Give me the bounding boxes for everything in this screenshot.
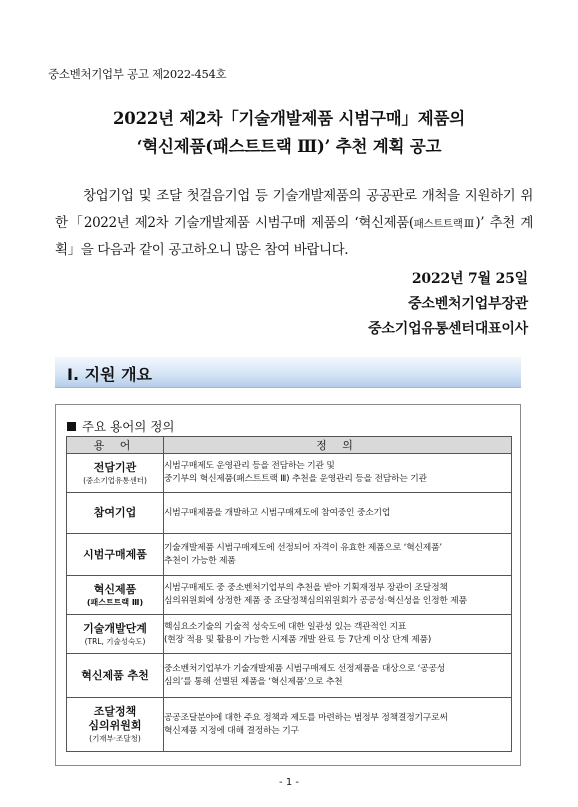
definition-cell	[164, 698, 512, 752]
announcement-body	[55, 183, 533, 264]
definition-cell	[164, 534, 512, 576]
term-name-line2: 심의위원회	[88, 719, 142, 732]
definition-line: 혁신제품 지정에 대해 결정하는 기구	[164, 725, 299, 736]
signatory-minister: 중소벤처기업부장관	[408, 296, 528, 312]
definition-line: (현장 적용 및 활용이 가능한 시제품 개발 완료 등 7단계 이상 단계 제품)	[164, 635, 432, 645]
page-number: - 1 -	[279, 777, 299, 788]
table-row	[67, 534, 512, 576]
term-cell	[67, 615, 164, 654]
section-header-bar	[55, 357, 521, 388]
definition-line: 기술개발제품 시범구매제도에 선정되어 자격이 유효한 제품으로 ‘혁신제품’	[164, 542, 443, 553]
term-subtitle: (패스트트랙 Ⅲ)	[86, 597, 144, 607]
term-subtitle: (중소기업유통센터)	[83, 475, 147, 485]
section-title: Ⅰ. 지원 개요	[67, 365, 152, 384]
definition-cell	[164, 615, 512, 654]
signatory-ceo: 중소기업유통센터대표이사	[368, 321, 528, 337]
definition-line: 핵심요소기술의 기술적 성숙도에 대한 일관성 있는 객관적인 지표	[164, 622, 407, 632]
table-row	[67, 654, 512, 698]
definitions-table	[66, 436, 512, 752]
notice-number: 중소벤처기업부 공고 제2022-454호	[48, 67, 227, 81]
term-cell	[67, 576, 164, 615]
table-row	[67, 576, 512, 615]
definition-line: 중소벤처기업부가 기술개발제품 시범구매제도 선정제품을 대상으로 ‘공공성	[164, 663, 446, 674]
definitions-box	[55, 404, 521, 766]
body-text-2: )’ 추천 계획」을 다음과 같이 공고하오니 많은 참여 바랍니다.	[55, 214, 533, 258]
definition-cell	[164, 576, 512, 615]
table-header-row	[67, 437, 512, 454]
term-name: 참여기업	[93, 506, 137, 519]
term-cell	[67, 493, 164, 534]
column-header-term: 용 어	[67, 437, 164, 454]
term-name: 시범구매제품	[83, 547, 147, 561]
title-line-2: ‘혁신제품(패스트트랙 Ⅲ)’ 추천 계획 공고	[136, 137, 442, 156]
announcement-date: 2022년 7월 25일	[411, 271, 528, 287]
term-name: 기술개발단계	[83, 621, 147, 635]
table-row	[67, 698, 512, 752]
definition-line: 시범구매제도 중 중소벤처기업부의 추천을 받아 기획재정부 장관이 조달정책	[164, 583, 448, 593]
term-subtitle: (기재부·조달청)	[89, 734, 141, 743]
column-header-definition: 정 의	[164, 437, 512, 454]
term-name: 조달정책	[93, 705, 137, 718]
definition-line: 시범구매제도 운영관리 등을 전담하는 기관 및	[164, 461, 335, 471]
term-name: 혁신제품 추천	[81, 668, 149, 682]
definition-line: 추천이 가능한 제품	[164, 555, 236, 566]
term-name: 전담기관	[93, 460, 137, 474]
term-cell	[67, 654, 164, 698]
table-row	[67, 454, 512, 493]
body-text-1: 창업기업 및 조달 첫걸음기업 등 기술개발제품의 공공판로 개척을 지원하기 위한「2022년 제2차 기술개발제품 시범구매 제품의 ‘혁신제품(	[55, 188, 533, 231]
term-cell	[67, 534, 164, 576]
term-cell	[67, 454, 164, 493]
definition-cell	[164, 454, 512, 493]
definition-line: 중기부의 혁신제품(패스트트랙 Ⅲ) 추천을 운영관리 등을 전담하는 기관	[164, 474, 427, 484]
definitions-heading-text: 주요 용어의 정의	[82, 419, 175, 434]
term-subtitle: (TRL, 기술성숙도)	[84, 636, 146, 646]
definition-line: 시범구매제품을 개발하고 시범구매제도에 참여중인 중소기업	[164, 507, 391, 518]
term-name: 혁신제품	[93, 582, 137, 596]
definitions-heading	[67, 417, 174, 435]
body-text-small: 패스트트랙Ⅲ	[413, 217, 476, 230]
title-line-1: 2022년 제2차「기술개발제품 시범구매」제품의	[113, 109, 465, 128]
square-bullet-icon	[67, 422, 76, 431]
table-row	[67, 615, 512, 654]
table-row	[67, 493, 512, 534]
definition-cell	[164, 493, 512, 534]
definition-line: 심의’를 통해 선별된 제품을 ‘혁신제품’으로 추천	[164, 676, 343, 687]
definition-line: 심의위원회에 상정한 제품 중 조달정책심의위원회가 공공성·혁신성을 인정한 제품	[164, 596, 467, 606]
term-cell	[67, 698, 164, 752]
definition-line: 공공조달분야에 대한 주요 정책과 제도를 마련하는 범정부 정책결정기구로써	[164, 712, 448, 723]
definition-cell	[164, 654, 512, 698]
